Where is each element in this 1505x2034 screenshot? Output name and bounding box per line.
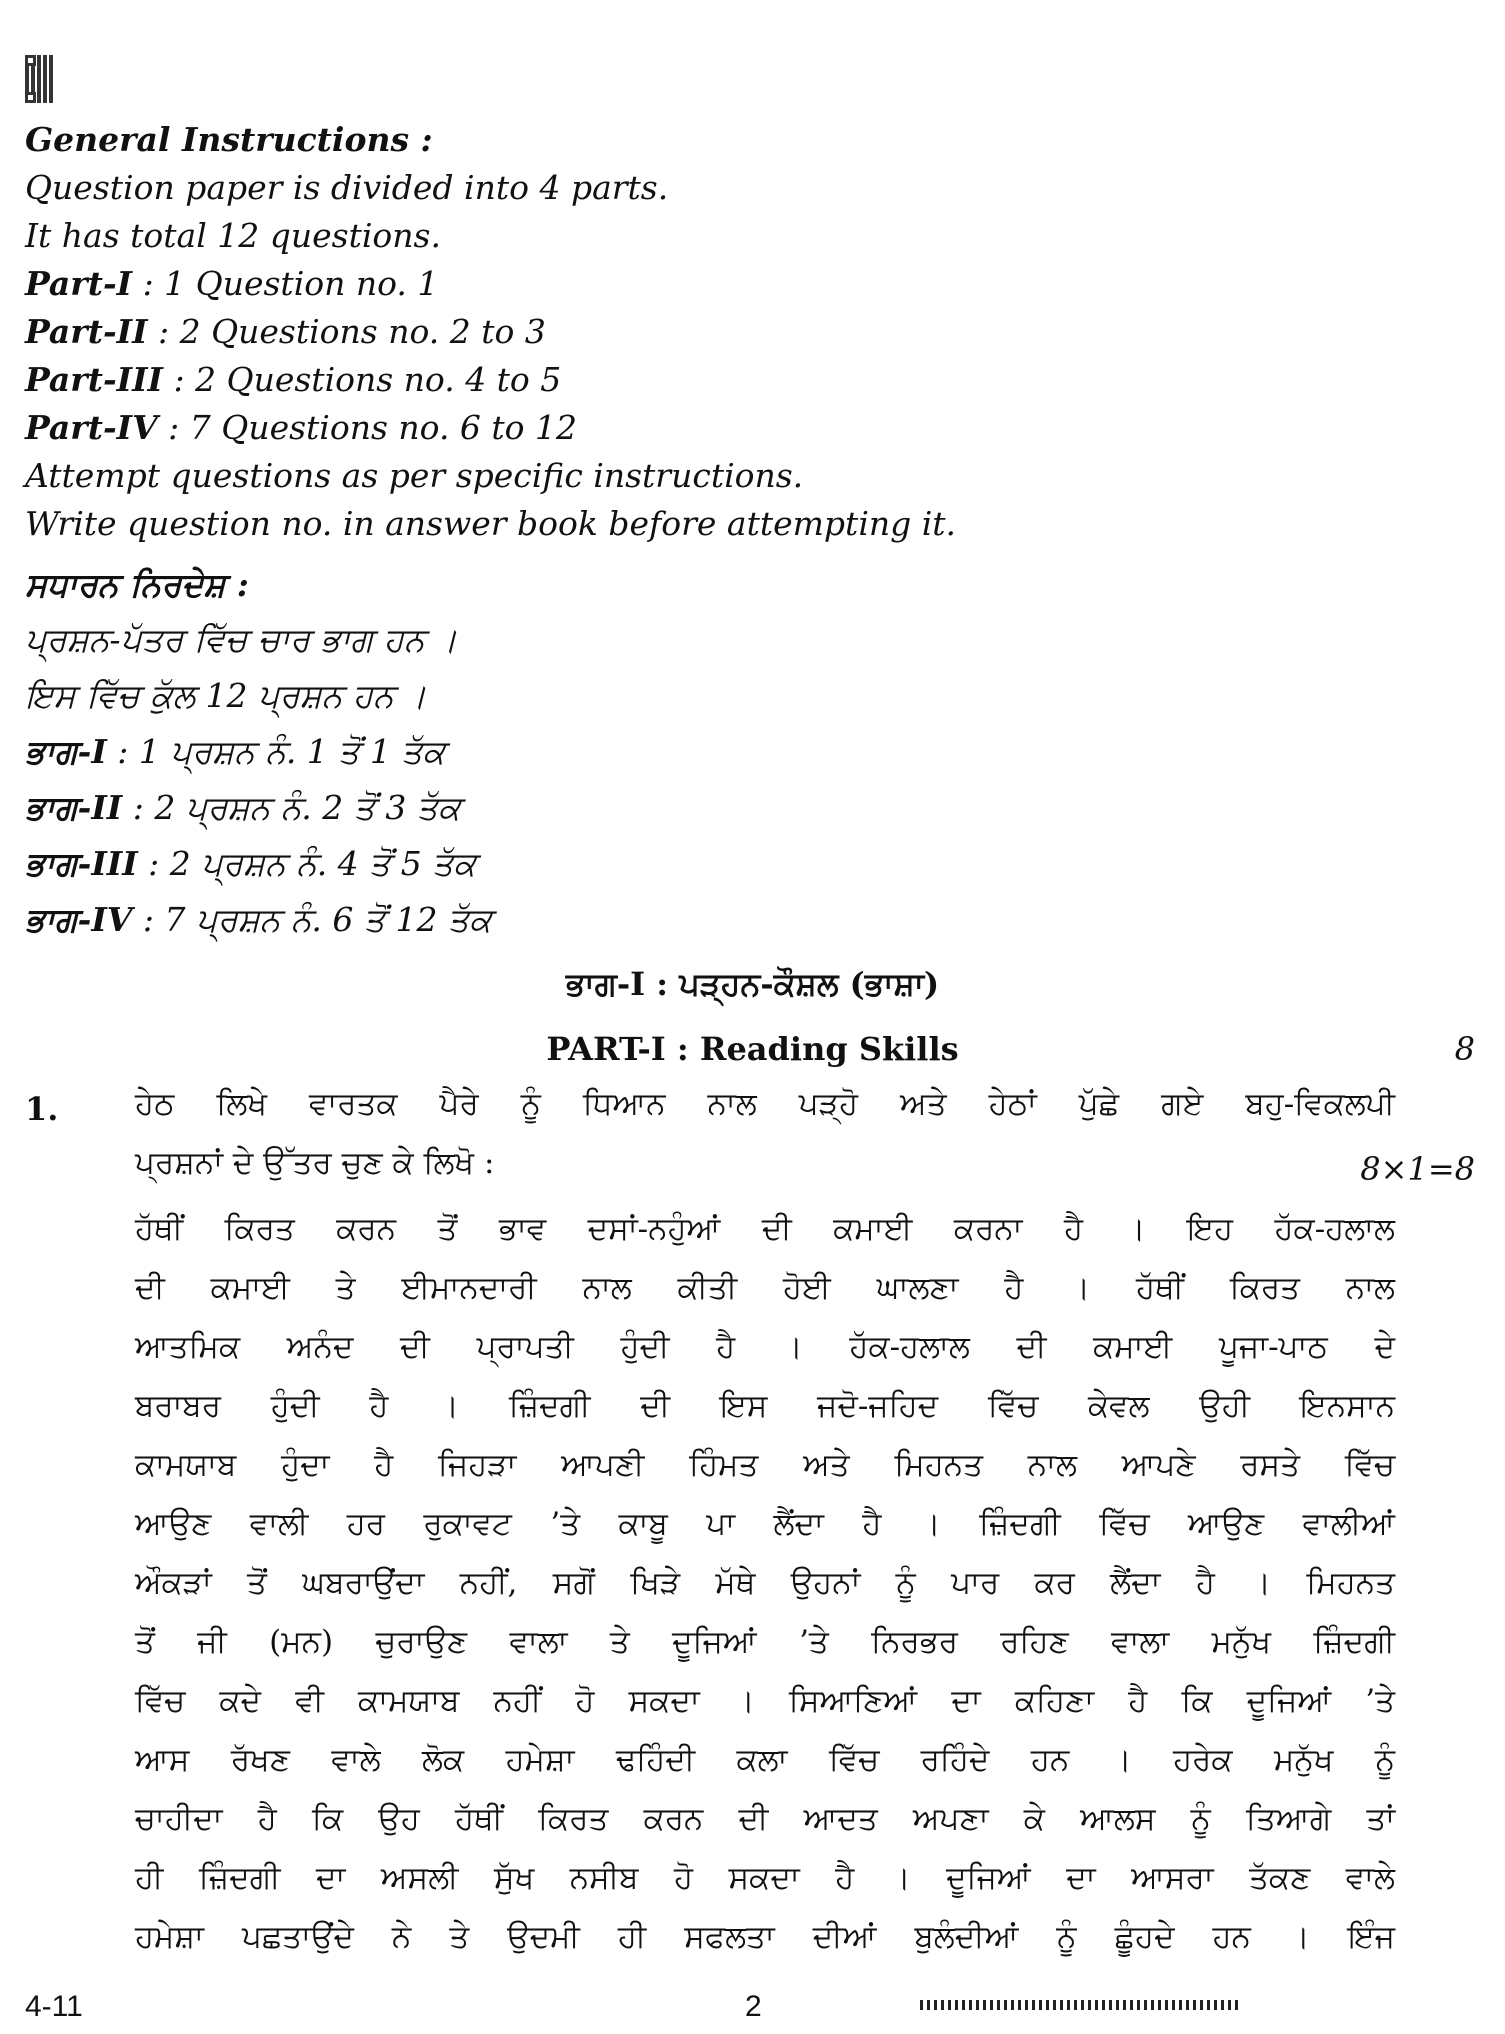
- instruction-text: : 2 Questions no. 4 to 5: [162, 360, 562, 399]
- passage-line: ਹਮੇਸ਼ਾ ਪਛਤਾਉਂਦੇ ਨੇ ਤੇ ਉਦਮੀ ਹੀ ਸਫਲਤਾ ਦੀਆਂ ਬੁਲੰਦੀਆਂ ਨੂੰ ਛੂੰਹਦੇ ਹਨ । ਇੰਜ: [135, 1919, 1395, 1955]
- instruction-line: [25, 312, 546, 352]
- instruction-text: : 2 ਪ੍ਰਸ਼ਨ ਨੰ. 4 ਤੋਂ 5 ਤੱਕ: [137, 844, 476, 883]
- instruction-part-label: ਭਾਗ-III: [25, 844, 138, 883]
- passage-line: ਆਉਣ ਵਾਲੀ ਹਰ ਰੁਕਾਵਟ ’ਤੇ ਕਾਬੂ ਪਾ ਲੈਂਦਾ ਹੈ । ਜ਼ਿੰਦਗੀ ਵਿੱਚ ਆਉਣ ਵਾਲੀਆਂ: [135, 1506, 1395, 1542]
- section-marks: 8: [1454, 1030, 1475, 1068]
- instruction-text: Question paper is divided into 4 parts.: [25, 168, 669, 207]
- passage-line: ਹੱਥੀਂ ਕਿਰਤ ਕਰਨ ਤੋਂ ਭਾਵ ਦਸਾਂ-ਨਹੁੰਆਂ ਦੀ ਕਮਾਈ ਕਰਨਾ ਹੈ । ਇਹ ਹੱਕ-ਹਲਾਲ: [135, 1211, 1395, 1247]
- passage-line: ਆਤਮਿਕ ਅਨੰਦ ਦੀ ਪ੍ਰਾਪਤੀ ਹੁੰਦੀ ਹੈ । ਹੱਕ-ਹਲਾਲ ਦੀ ਕਮਾਈ ਪੂਜਾ-ਪਾਠ ਦੇ: [135, 1329, 1395, 1365]
- instruction-text: Attempt questions as per specific instructions.: [25, 456, 804, 495]
- passage-line: ਹੀ ਜ਼ਿੰਦਗੀ ਦਾ ਅਸਲੀ ਸੁੱਖ ਨਸੀਬ ਹੋ ਸਕਦਾ ਹੈ । ਦੂਜਿਆਂ ਦਾ ਆਸਰਾ ਤੱਕਣ ਵਾਲੇ: [135, 1860, 1395, 1896]
- instruction-line: [25, 732, 445, 772]
- passage-line: ਵਿੱਚ ਕਦੇ ਵੀ ਕਾਮਯਾਬ ਨਹੀਂ ਹੋ ਸਕਦਾ । ਸਿਆਣਿਆਂ ਦਾ ਕਹਿਣਾ ਹੈ ਕਿ ਦੂਜਿਆਂ ’ਤੇ: [135, 1683, 1395, 1719]
- passage-line: ਬਰਾਬਰ ਹੁੰਦੀ ਹੈ । ਜ਼ਿੰਦਗੀ ਦੀ ਇਸ ਜਦੋ-ਜਹਿਦ ਵਿੱਚ ਕੇਵਲ ਉਹੀ ਇਨਸਾਨ: [135, 1388, 1395, 1424]
- instruction-line: [25, 620, 457, 660]
- instruction-line: [25, 168, 668, 208]
- footer-wave-line: [920, 2000, 1240, 2010]
- instruction-line: [25, 360, 561, 400]
- instruction-line: [25, 504, 956, 544]
- instruction-line: [25, 676, 426, 716]
- question-number: 1.: [25, 1090, 59, 1128]
- instruction-line: [25, 216, 441, 256]
- question-prompt-line: ਹੇਠ ਲਿਖੇ ਵਾਰਤਕ ਪੈਰੇ ਨੂੰ ਧਿਆਨ ਨਾਲ ਪੜ੍ਹੋ ਅਤੇ ਹੇਠਾਂ ਪੁੱਛੇ ਗਏ ਬਹੁ-ਵਿਕਲਪੀ: [135, 1086, 1395, 1122]
- passage: [135, 1200, 1395, 1967]
- page-number: 2: [745, 1990, 762, 2023]
- section-title-punjabi: ਭਾਗ-I : ਪੜ੍ਹਨ-ਕੌਸ਼ਲ (ਭਾਸ਼ਾ): [565, 965, 940, 1003]
- instruction-line: [25, 788, 460, 828]
- instruction-line: [25, 844, 476, 884]
- instruction-line: [25, 900, 492, 940]
- instruction-text: ਪ੍ਰਸ਼ਨ-ਪੱਤਰ ਵਿੱਚ ਚਾਰ ਭਾਗ ਹਨ ।: [25, 620, 458, 659]
- instruction-part-label: Part-II: [25, 312, 148, 351]
- instruction-part-label: ਭਾਗ-IV: [25, 900, 133, 939]
- passage-line: ਤੋਂ ਜੀ (ਮਨ) ਚੁਰਾਉਣ ਵਾਲਾ ਤੇ ਦੂਜਿਆਂ ’ਤੇ ਨਿਰਭਰ ਰਹਿਣ ਵਾਲਾ ਮਨੁੱਖ ਜ਼ਿੰਦਗੀ: [135, 1624, 1395, 1660]
- instruction-text: : 7 Questions no. 6 to 12: [157, 408, 578, 447]
- paper-code: 4-11: [25, 1990, 83, 2023]
- instruction-text: ਇਸ ਵਿੱਚ ਕੁੱਲ 12 ਪ੍ਰਸ਼ਨ ਹਨ ।: [25, 676, 427, 715]
- punjabi-instructions-heading: ਸਧਾਰਨ ਨਿਰਦੇਸ਼ :: [25, 565, 249, 604]
- passage-line: ਚਾਹੀਦਾ ਹੈ ਕਿ ਉਹ ਹੱਥੀਂ ਕਿਰਤ ਕਰਨ ਦੀ ਆਦਤ ਅਪਣਾ ਕੇ ਆਲਸ ਨੂੰ ਤਿਆਗੇ ਤਾਂ: [135, 1801, 1395, 1837]
- instruction-text: : 2 Questions no. 2 to 3: [147, 312, 546, 351]
- instruction-part-label: Part-III: [25, 360, 163, 399]
- general-instructions-heading: General Instructions :: [25, 120, 433, 159]
- instruction-line: [25, 408, 577, 448]
- instruction-part-label: ਭਾਗ-I: [25, 732, 107, 771]
- question-prompt-line: ਪ੍ਰਸ਼ਨਾਂ ਦੇ ਉੱਤਰ ਚੁਣ ਕੇ ਲਿਖੋ :: [135, 1145, 495, 1181]
- passage-line: ਔਕੜਾਂ ਤੋਂ ਘਬਰਾਉਂਦਾ ਨਹੀਂ, ਸਗੋਂ ਖਿੜੇ ਮੱਥੇ ਉਹਨਾਂ ਨੂੰ ਪਾਰ ਕਰ ਲੈਂਦਾ ਹੈ । ਮਿਹਨਤ: [135, 1565, 1395, 1601]
- instruction-text: : 1 Question no. 1: [132, 264, 439, 303]
- question-prompt: [135, 1075, 1395, 1193]
- instruction-line: [25, 264, 438, 304]
- passage-line: ਕਾਮਯਾਬ ਹੁੰਦਾ ਹੈ ਜਿਹੜਾ ਆਪਣੀ ਹਿੰਮਤ ਅਤੇ ਮਿਹਨਤ ਨਾਲ ਆਪਣੇ ਰਸਤੇ ਵਿੱਚ: [135, 1447, 1395, 1483]
- instruction-part-label: ਭਾਗ-II: [25, 788, 123, 827]
- instruction-text: : 1 ਪ੍ਰਸ਼ਨ ਨੰ. 1 ਤੋਂ 1 ਤੱਕ: [106, 732, 446, 771]
- qr-code-icon: [25, 55, 53, 103]
- passage-line: ਆਸ ਰੱਖਣ ਵਾਲੇ ਲੋਕ ਹਮੇਸ਼ਾ ਢਹਿੰਦੀ ਕਲਾ ਵਿੱਚ ਰਹਿੰਦੇ ਹਨ । ਹਰੇਕ ਮਨੁੱਖ ਨੂੰ: [135, 1742, 1395, 1778]
- instruction-text: : 7 ਪ੍ਰਸ਼ਨ ਨੰ. 6 ਤੋਂ 12 ਤੱਕ: [132, 900, 492, 939]
- instruction-text: It has total 12 questions.: [25, 216, 441, 255]
- instruction-text: : 2 ਪ੍ਰਸ਼ਨ ਨੰ. 2 ਤੋਂ 3 ਤੱਕ: [122, 788, 461, 827]
- instruction-part-label: Part-IV: [25, 408, 158, 447]
- instruction-part-label: Part-I: [25, 264, 133, 303]
- question-marks: 8×1=8: [1360, 1150, 1475, 1188]
- passage-line: ਦੀ ਕਮਾਈ ਤੇ ਈਮਾਨਦਾਰੀ ਨਾਲ ਕੀਤੀ ਹੋਈ ਘਾਲਣਾ ਹੈ । ਹੱਥੀਂ ਕਿਰਤ ਨਾਲ: [135, 1270, 1395, 1306]
- instruction-line: [25, 456, 803, 496]
- instruction-text: Write question no. in answer book before attempting it.: [25, 504, 957, 543]
- section-title-english: PART-I : Reading Skills: [546, 1030, 959, 1068]
